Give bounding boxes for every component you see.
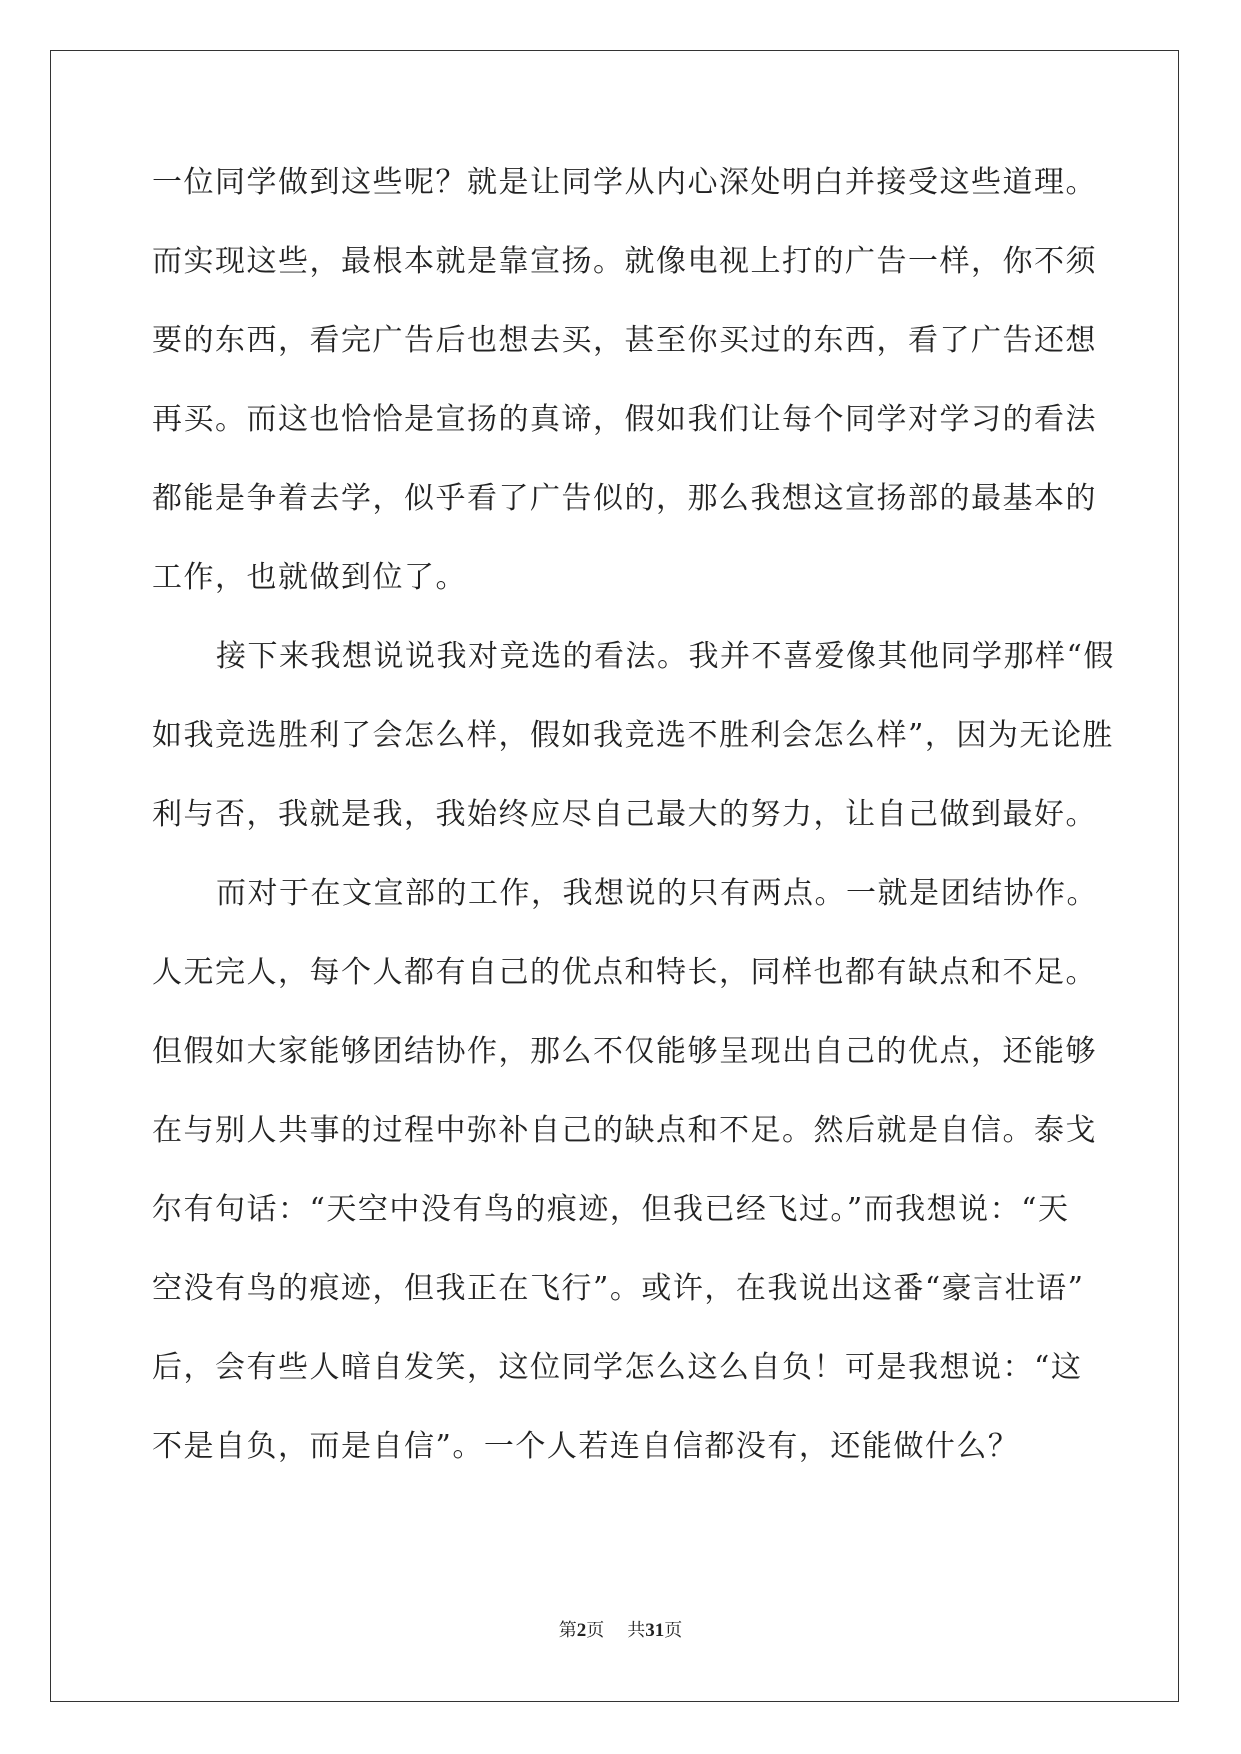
total-prefix: 共 <box>627 1620 646 1641</box>
total-pages: 31 <box>645 1620 665 1641</box>
text-line: 工作，也就做到位了。 <box>152 560 467 595</box>
paragraph-first-line: 而对于在文宣部的工作，我想说的只有两点。一就是团结协作。 <box>216 876 1098 911</box>
text-line: 空没有鸟的痕迹，但我正在飞行”。或许，在我说出这番“豪言壮语” <box>152 1271 1085 1306</box>
total-suffix: 页 <box>664 1620 683 1641</box>
text-line: 利与否，我就是我，我始终应尽自己最大的努力，让自己做到最好。 <box>152 797 1097 832</box>
text-line: 要的东西，看完广告后也想去买，甚至你买过的东西，看了广告还想 <box>152 323 1097 358</box>
text-line: 尔有句话：“天空中没有鸟的痕迹，但我已经飞过。”而我想说：“天 <box>152 1192 1070 1227</box>
document-body <box>152 143 1115 1486</box>
page-prefix: 第 <box>558 1620 577 1641</box>
text-line: 都能是争着去学，似乎看了广告似的，那么我想这宣扬部的最基本的 <box>152 481 1097 516</box>
text-line: 一位同学做到这些呢？就是让同学从内心深处明白并接受这些道理。 <box>152 165 1097 200</box>
text-line: 人无完人，每个人都有自己的优点和特长，同样也都有缺点和不足。 <box>152 955 1097 990</box>
page-footer <box>0 1616 1241 1642</box>
page-suffix: 页 <box>586 1620 605 1641</box>
text-line: 在与别人共事的过程中弥补自己的缺点和不足。然后就是自信。泰戈 <box>152 1113 1097 1148</box>
text-line: 但假如大家能够团结协作，那么不仅能够呈现出自己的优点，还能够 <box>152 1034 1097 1069</box>
text-line: 而实现这些，最根本就是靠宣扬。就像电视上打的广告一样，你不须 <box>152 244 1097 279</box>
page-number: 2 <box>576 1620 587 1641</box>
text-line: 再买。而这也恰恰是宣扬的真谛，假如我们让每个同学对学习的看法 <box>152 402 1097 437</box>
paragraph-first-line: 接下来我想说说我对竞选的看法。我并不喜爱像其他同学那样“假 <box>216 639 1115 674</box>
text-line: 后，会有些人暗自发笑，这位同学怎么这么自负！可是我想说：“这 <box>152 1350 1083 1385</box>
text-line: 不是自负，而是自信”。一个人若连自信都没有，还能做什么？ <box>152 1429 1020 1464</box>
text-line: 如我竞选胜利了会怎么样，假如我竞选不胜利会怎么样”，因为无论胜 <box>152 718 1114 753</box>
